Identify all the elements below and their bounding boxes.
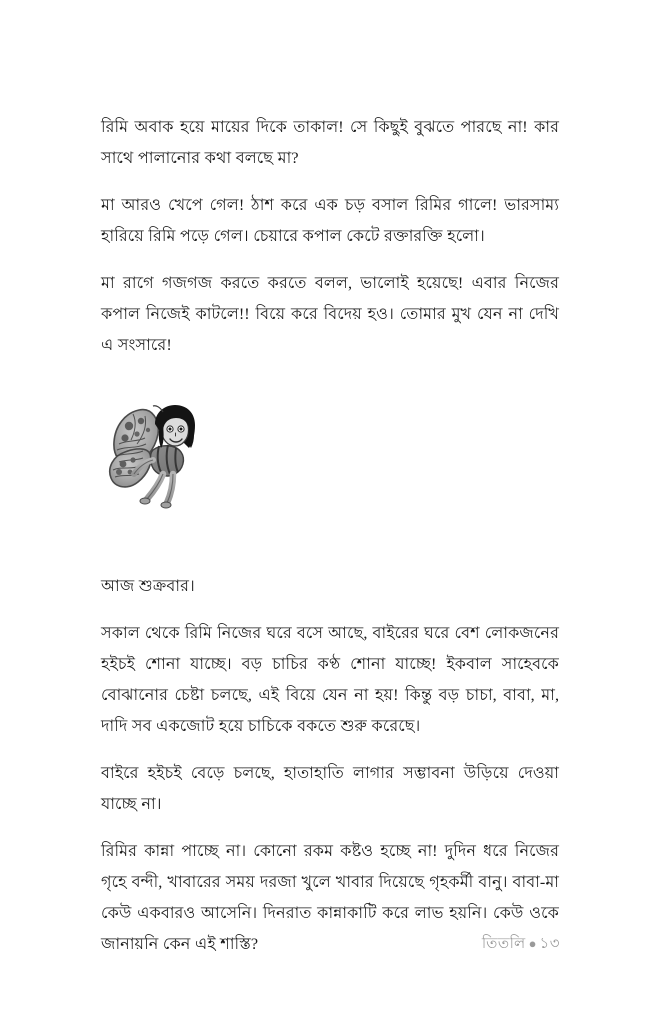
paragraph: মা রাগে গজগজ করতে করতে বলল, ভালোই হয়েছে! এবার নিজের কপাল নিজেই কাটলে!! বিয়ে করে বিদেয় হও। তোমার মুখ যেন না দেখি এ সংসারে!: [101, 274, 559, 354]
paragraph: রিমি অবাক হয়ে মায়ের দিকে তাকাল! সে কিছুই বুঝতে পারছে না! কার সাথে পালানোর কথা বলছে মা?: [101, 118, 559, 167]
footer-book-title: তিতলি: [481, 934, 526, 952]
page-footer: [0, 932, 663, 957]
paragraph: মা আরও খেপে গেল! ঠাশ করে এক চড় বসাল রিমির গালে! ভারসাম্য হারিয়ে রিমি পড়ে গেল। চেয়ারে কপাল কেটে রক্তারক্তি হলো।: [101, 196, 559, 245]
post-illustration-spacer: [101, 541, 559, 571]
paragraph: বাইরে হইচই বেড়ে চলছে, হাতাহাতি লাগার সম্ভাবনা উড়িয়ে দেওয়া যাচ্ছে না।: [101, 764, 559, 813]
page-content: [101, 112, 559, 960]
paragraph: সকাল থেকে রিমি নিজের ঘরে বসে আছে, বাইরের ঘরে বেশ লোকজনের হইচই শোনা যাচ্ছে। বড় চাচির কণ্ঠ শোনা যাচ্ছে! ইকবাল সাহেবকে বোঝানোর চেষ্টা চলছে, এই বিয়ে যেন না হয়! কিন্তু বড় চাচা, বাবা, মা, দাদি সব একজোট হয়ে চাচিকে বকতে শুরু করেছে।: [101, 624, 559, 735]
butterfly-fairy-girl-illustration: [103, 404, 199, 512]
paragraph: রিমির কান্না পাচ্ছে না। কোনো রকম কষ্টও হচ্ছে না! দুদিন ধরে নিজের গৃহে বন্দী, খাবারের সময় দরজা খুলে খাবার দিয়েছে গৃহকর্মী বানু। বাবা-মা কেউ একবারও আসেনি। দিনরাত কান্নাকাটি করে লাভ হয়নি। কেউ ওকে জানায়নি কেন এই শাস্তি?: [101, 842, 559, 953]
page-number: ১৩: [539, 934, 560, 952]
footer-separator-dot: ●: [528, 936, 537, 952]
paragraph: আজ শুক্রবার।: [101, 577, 195, 595]
